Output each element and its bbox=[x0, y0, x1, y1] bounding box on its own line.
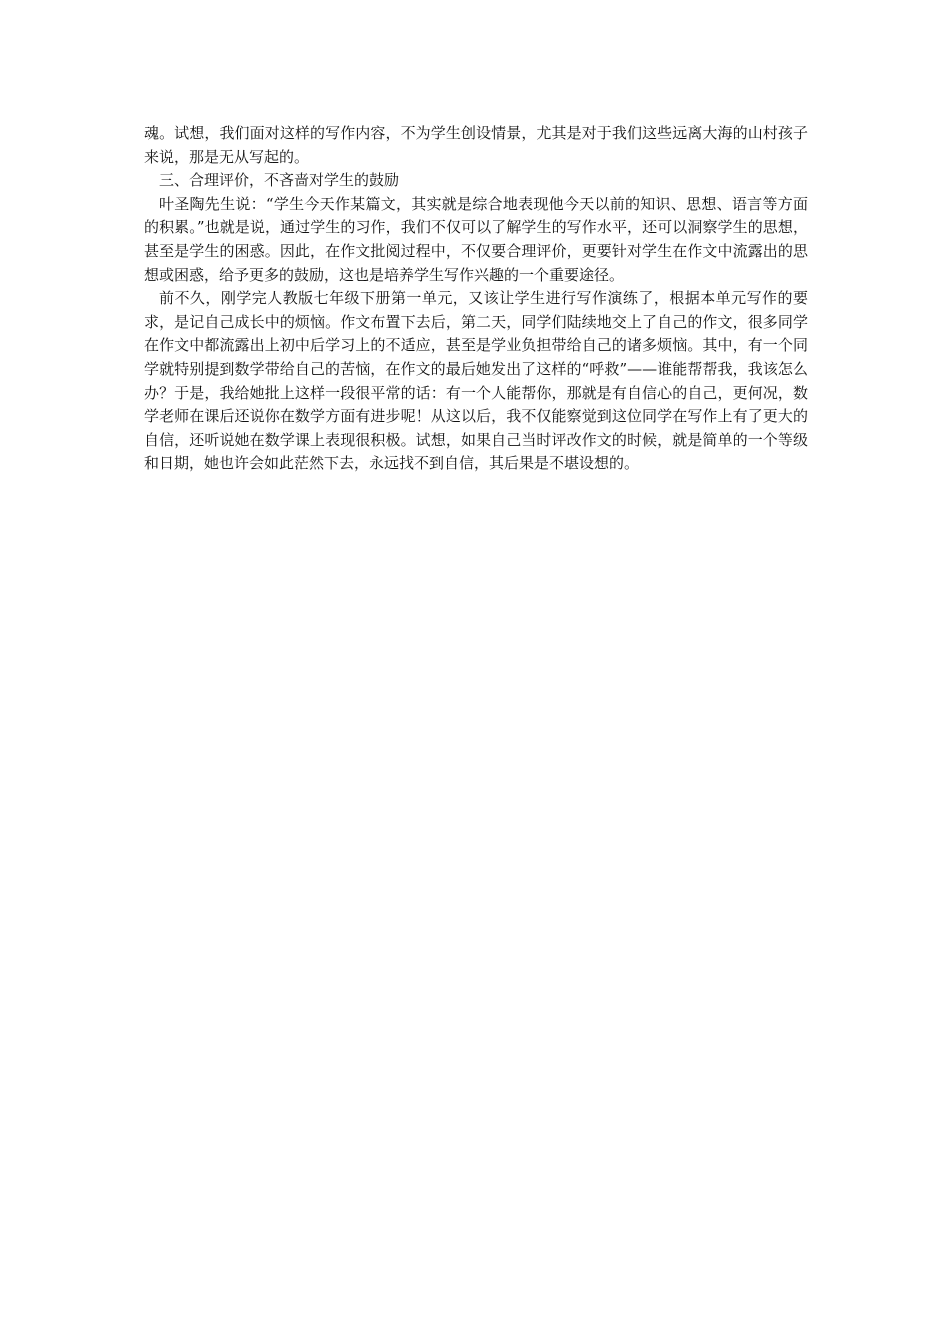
section-heading: 三、合理评价，不吝啬对学生的鼓励 bbox=[159, 171, 400, 190]
document-page bbox=[144, 122, 808, 476]
body-paragraph-quote: 叶圣陶先生说：“学生今天作某篇文，其实就是综合地表现他今天以前的知识、思想、语言等方面的积累。”也就是说，通过学生的习作，我们不仅可以了解学生的写作水平，还可以洞察学生的思想，甚至是学生的困惑。因此，在作文批阅过程中，不仅要合理评价，更要针对学生在作文中流露出的思想或困惑，给予更多的鼓励，这也是培养学生写作兴趣的一个重要途径。 bbox=[144, 194, 808, 284]
body-paragraph-anecdote: 前不久，刚学完人教版七年级下册第一单元，又该让学生进行写作演练了，根据本单元写作的要求，是记自己成长中的烦恼。作文布置下去后，第二天，同学们陆续地交上了自己的作文，很多同学在作文中都流露出上初中后学习上的不适应，甚至是学业负担带给自己的诸多烦恼。其中，有一个同学就特别提到数学带给自己的苦恼，在作文的最后她发出了这样的“呼救”——谁能帮帮我，我该怎么办？于是，我给她批上这样一段很平常的话：有一个人能帮你，那就是有自信心的自己，更何况，数学老师在课后还说你在数学方面有进步呢！从这以后，我不仅能察觉到这位同学在写作上有了更大的自信，还听说她在数学课上表现很积极。试想，如果自己当时评改作文的时候，就是简单的一个等级和日期，她也许会如此茫然下去，永远找不到自信，其后果是不堪设想的。 bbox=[144, 289, 808, 473]
continuation-paragraph: 魂。试想，我们面对这样的写作内容，不为学生创设情景，尤其是对于我们这些远离大海的山村孩子来说，那是无从写起的。 bbox=[144, 124, 808, 166]
